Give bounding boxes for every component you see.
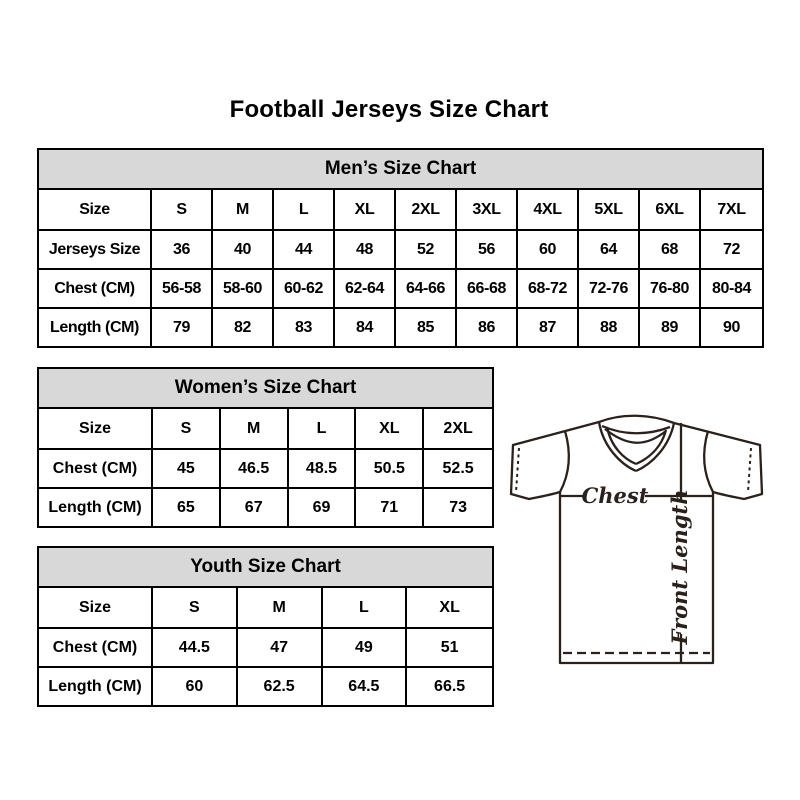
column-header-cell: L xyxy=(289,409,357,448)
column-header-cell: 5XL xyxy=(579,190,640,229)
value-cell: 85 xyxy=(396,307,457,346)
value-cell: 64 xyxy=(579,229,640,268)
column-header-cell: 7XL xyxy=(717,200,746,218)
column-header-cell: M xyxy=(221,409,289,448)
value-cell: 62.5 xyxy=(238,666,323,705)
cuff-dashed-line-left xyxy=(516,448,519,492)
row-label-cell: Length (CM) xyxy=(39,307,152,346)
value-cell: 67 xyxy=(221,487,289,526)
row-label-header-cell: Size xyxy=(39,409,153,448)
value-cell: 71 xyxy=(356,487,424,526)
column-header-cell: 2XL xyxy=(396,190,457,229)
value-cell: 48 xyxy=(335,229,396,268)
jersey-collar xyxy=(599,416,674,471)
value-cell: 60 xyxy=(153,666,238,705)
value-cell: 68-72 xyxy=(518,268,579,307)
chest-label: Chest xyxy=(581,483,649,508)
womens-size-chart-table xyxy=(37,367,494,528)
jersey-armscye-left xyxy=(560,431,569,492)
column-header-cell: 4XL xyxy=(518,190,579,229)
column-header-cell: M xyxy=(213,190,274,229)
column-header-cell: M xyxy=(238,588,323,627)
value-cell: 52.5 xyxy=(424,448,492,487)
value-cell: 83 xyxy=(274,307,335,346)
column-header-cell: XL xyxy=(439,598,460,616)
row-label-cell: Length (CM) xyxy=(39,487,153,526)
value-cell: 48.5 xyxy=(289,448,357,487)
row-label-cell: Chest (CM) xyxy=(39,268,152,307)
page-title: Football Jerseys Size Chart xyxy=(229,96,549,123)
value-cell: 36 xyxy=(152,229,213,268)
value-cell: 64-66 xyxy=(396,268,457,307)
mens-table-grid xyxy=(39,190,762,346)
mens-table-title: Men’s Size Chart xyxy=(39,150,762,190)
value-cell: 52 xyxy=(396,229,457,268)
jersey-measurement-diagram xyxy=(497,400,782,685)
value-cell: 56-58 xyxy=(152,268,213,307)
jersey-armscye-right xyxy=(704,431,713,492)
column-header-cell: 3XL xyxy=(457,190,518,229)
value-cell: 60 xyxy=(518,229,579,268)
value-cell: 47 xyxy=(238,627,323,666)
row-label-cell: Length (CM) xyxy=(39,666,153,705)
value-cell: 58-60 xyxy=(213,268,274,307)
value-cell: 84 xyxy=(335,307,396,346)
value-cell: 90 xyxy=(701,307,762,346)
column-header-cell: 2XL xyxy=(443,419,473,437)
value-cell: 62-64 xyxy=(335,268,396,307)
value-cell: 44.5 xyxy=(153,627,238,666)
value-cell: 73 xyxy=(424,487,492,526)
value-cell: 76-80 xyxy=(640,268,701,307)
mens-size-chart-table xyxy=(37,148,764,348)
value-cell: 88 xyxy=(579,307,640,346)
value-cell: 50.5 xyxy=(356,448,424,487)
value-cell: 49 xyxy=(323,627,408,666)
value-cell: 82 xyxy=(213,307,274,346)
column-header-cell: 6XL xyxy=(640,190,701,229)
value-cell: 60-62 xyxy=(274,268,335,307)
youth-table-grid xyxy=(39,588,492,705)
value-cell: 66.5 xyxy=(407,666,492,705)
youth-size-chart-table xyxy=(37,546,494,707)
womens-table-grid xyxy=(39,409,492,526)
womens-table-title: Women’s Size Chart xyxy=(39,369,492,409)
value-cell: 56 xyxy=(457,229,518,268)
column-header-cell: L xyxy=(323,588,408,627)
row-label-header-cell: Size xyxy=(39,588,153,627)
row-label-cell: Chest (CM) xyxy=(39,627,153,666)
value-cell: 72-76 xyxy=(579,268,640,307)
value-cell: 46.5 xyxy=(221,448,289,487)
value-cell: 40 xyxy=(213,229,274,268)
value-cell: 69 xyxy=(289,487,357,526)
value-cell: 68 xyxy=(640,229,701,268)
cuff-dashed-line-right xyxy=(748,448,751,492)
row-label-header-cell: Size xyxy=(39,190,152,229)
column-header-cell: XL xyxy=(356,409,424,448)
value-cell: 87 xyxy=(518,307,579,346)
value-cell: 64.5 xyxy=(323,666,408,705)
column-header-cell: S xyxy=(153,409,221,448)
column-header-cell: L xyxy=(274,190,335,229)
jersey-outline xyxy=(511,422,762,663)
value-cell: 89 xyxy=(640,307,701,346)
value-cell: 79 xyxy=(152,307,213,346)
value-cell: 66-68 xyxy=(457,268,518,307)
front-length-label: Front Length xyxy=(667,489,692,645)
value-cell: 80-84 xyxy=(701,268,762,307)
row-label-cell: Jerseys Size xyxy=(39,229,152,268)
column-header-cell: XL xyxy=(335,190,396,229)
youth-table-title: Youth Size Chart xyxy=(39,548,492,588)
row-label-cell: Chest (CM) xyxy=(39,448,153,487)
value-cell: 45 xyxy=(153,448,221,487)
value-cell: 72 xyxy=(701,229,762,268)
value-cell: 44 xyxy=(274,229,335,268)
value-cell: 51 xyxy=(407,627,492,666)
value-cell: 65 xyxy=(153,487,221,526)
value-cell: 86 xyxy=(457,307,518,346)
column-header-cell: S xyxy=(152,190,213,229)
column-header-cell: S xyxy=(153,588,238,627)
